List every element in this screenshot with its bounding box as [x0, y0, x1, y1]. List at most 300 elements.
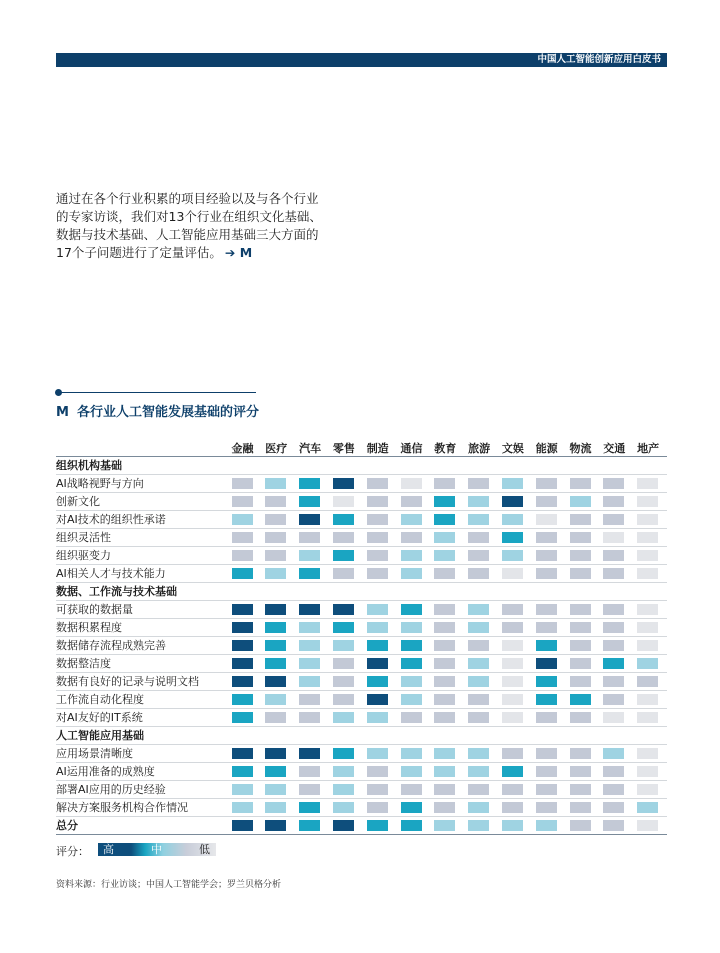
heatmap-cell [367, 478, 388, 489]
heatmap-cell [401, 748, 422, 759]
row-divider [56, 726, 667, 727]
heatmap-cell [468, 676, 489, 687]
heatmap-cell [536, 514, 557, 525]
heatmap-cell [265, 478, 286, 489]
heatmap-cell [265, 622, 286, 633]
heatmap-cell [265, 640, 286, 651]
heatmap-cell [401, 820, 422, 831]
heatmap-cell [603, 514, 624, 525]
heatmap-cell [299, 604, 320, 615]
heatmap-cell [401, 676, 422, 687]
column-header: 旅游 [468, 442, 491, 455]
heatmap-cell [333, 640, 354, 651]
heatmap-cell [468, 604, 489, 615]
heatmap-cell [502, 766, 523, 777]
heatmap-cell [299, 568, 320, 579]
heatmap-cell [536, 496, 557, 507]
heatmap-cell [603, 676, 624, 687]
heatmap-cell [333, 748, 354, 759]
heatmap-cell [536, 784, 557, 795]
heatmap-cell [603, 766, 624, 777]
heatmap-cell [536, 622, 557, 633]
heatmap-cell [502, 550, 523, 561]
row-label: 对AI友好的IT系统 [56, 711, 143, 724]
heatmap-cell [299, 712, 320, 723]
column-header: 金融 [231, 442, 254, 455]
heatmap-cell [232, 694, 253, 705]
heatmap-cell [232, 568, 253, 579]
heatmap-cell [570, 748, 591, 759]
heatmap-cell [401, 532, 422, 543]
heatmap-cell [232, 550, 253, 561]
intro-line-text: 17个子问题进行了定量评估。 [56, 245, 222, 260]
heatmap-cell [468, 784, 489, 795]
heatmap-cell [603, 640, 624, 651]
heatmap-cell [637, 694, 658, 705]
heatmap-cell [502, 748, 523, 759]
heatmap-cell [265, 550, 286, 561]
heatmap-cell [333, 622, 354, 633]
legend-low: 低 [199, 843, 210, 856]
heatmap-cell [603, 604, 624, 615]
heatmap-cell [468, 658, 489, 669]
heatmap-cell [367, 532, 388, 543]
heatmap-cell [232, 748, 253, 759]
heatmap-cell [232, 478, 253, 489]
heatmap-cell [637, 802, 658, 813]
row-label: 工作流自动化程度 [56, 693, 144, 706]
source-note: 资料来源：行业访谈；中国人工智能学会；罗兰贝格分析 [56, 880, 282, 890]
heatmap-cell [265, 676, 286, 687]
row-label: 部署AI应用的历史经验 [56, 783, 166, 796]
heatmap-cell [637, 748, 658, 759]
heatmap-cell [637, 532, 658, 543]
heatmap-cell [232, 604, 253, 615]
row-label: AI运用准备的成熟度 [56, 765, 155, 778]
heatmap-cell [265, 712, 286, 723]
heatmap-cell [265, 532, 286, 543]
heatmap-cell [468, 820, 489, 831]
heatmap-cell [333, 694, 354, 705]
heatmap-cell [502, 784, 523, 795]
intro-line: 的专家访谈，我们对13个行业在组织文化基础、 [56, 209, 322, 224]
heatmap-cell [401, 514, 422, 525]
heatmap-cell [637, 514, 658, 525]
heatmap-cell [637, 496, 658, 507]
intro-line: 数据与技术基础、人工智能应用基础三大方面的 [56, 227, 319, 242]
row-label: 数据储存流程成熟完善 [56, 639, 166, 652]
heatmap-cell [299, 676, 320, 687]
heatmap-cell [570, 784, 591, 795]
heatmap-cell [570, 622, 591, 633]
heatmap-cell [333, 514, 354, 525]
row-divider [56, 474, 667, 475]
heatmap-cell [333, 712, 354, 723]
heatmap-cell [367, 514, 388, 525]
heatmap-cell [232, 802, 253, 813]
heatmap-cell [536, 712, 557, 723]
figure-rule-dot [55, 389, 62, 396]
heatmap-cell [637, 676, 658, 687]
heatmap-cell [265, 766, 286, 777]
total-row-label: 总分 [56, 819, 78, 832]
column-header: 制造 [366, 442, 389, 455]
heatmap-cell [536, 658, 557, 669]
heatmap-cell [232, 766, 253, 777]
heatmap-cell [434, 478, 455, 489]
heatmap-cell [434, 622, 455, 633]
heatmap-cell [434, 658, 455, 669]
heatmap-cell [502, 820, 523, 831]
heatmap-cell [468, 694, 489, 705]
heatmap-cell [299, 802, 320, 813]
heatmap-cell [434, 820, 455, 831]
heatmap-cell [468, 622, 489, 633]
heatmap-cell [434, 694, 455, 705]
heatmap-cell [434, 514, 455, 525]
heatmap-cell [468, 478, 489, 489]
heatmap-cell [232, 658, 253, 669]
heatmap-cell [434, 550, 455, 561]
heatmap-cell [637, 820, 658, 831]
heatmap-cell [468, 550, 489, 561]
heatmap-cell [434, 568, 455, 579]
table-top-rule [56, 456, 667, 457]
heatmap-cell [468, 568, 489, 579]
figure-title-text: 各行业人工智能发展基础的评分 [76, 405, 259, 420]
heatmap-cell [536, 802, 557, 813]
heatmap-cell [502, 694, 523, 705]
heatmap-cell [367, 658, 388, 669]
heatmap-cell [570, 496, 591, 507]
figure-label: M [56, 405, 69, 420]
heatmap-cell [232, 514, 253, 525]
heatmap-cell [434, 640, 455, 651]
heatmap-cell [401, 712, 422, 723]
heatmap-cell [570, 694, 591, 705]
heatmap-cell [603, 478, 624, 489]
heatmap-cell [637, 784, 658, 795]
heatmap-cell [232, 712, 253, 723]
heatmap-cell [367, 496, 388, 507]
heatmap-cell [299, 748, 320, 759]
heatmap-cell [603, 694, 624, 705]
heatmap-cell [603, 496, 624, 507]
heatmap-cell [333, 532, 354, 543]
heatmap-cell [265, 514, 286, 525]
heatmap-cell [603, 658, 624, 669]
heatmap-cell [367, 784, 388, 795]
heatmap-cell [637, 766, 658, 777]
heatmap-cell [536, 478, 557, 489]
heatmap-cell [637, 604, 658, 615]
heatmap-cell [333, 568, 354, 579]
heatmap-cell [570, 766, 591, 777]
heatmap-cell [401, 550, 422, 561]
heatmap-cell [434, 712, 455, 723]
section-heading: 组织机构基础 [56, 459, 122, 472]
heatmap-cell [603, 748, 624, 759]
heatmap-cell [232, 820, 253, 831]
row-label: 对AI技术的组织性承诺 [56, 513, 166, 526]
column-header: 能源 [535, 442, 558, 455]
heatmap-cell [232, 640, 253, 651]
heatmap-cell [502, 712, 523, 723]
row-label: 创新文化 [56, 495, 100, 508]
heatmap-cell [502, 478, 523, 489]
row-label: 可获取的数据量 [56, 603, 133, 616]
heatmap-cell [468, 532, 489, 543]
heatmap-cell [401, 568, 422, 579]
heatmap-cell [299, 478, 320, 489]
heatmap-cell [299, 514, 320, 525]
heatmap-cell [265, 820, 286, 831]
row-divider [56, 834, 667, 835]
figure-title [56, 401, 259, 420]
heatmap-cell [603, 784, 624, 795]
heatmap-cell [468, 802, 489, 813]
column-header: 交通 [603, 442, 626, 455]
row-label: 组织驱变力 [56, 549, 111, 562]
heatmap-cell [536, 676, 557, 687]
heatmap-cell [367, 550, 388, 561]
heatmap-cell [434, 766, 455, 777]
heatmap-cell [468, 712, 489, 723]
heatmap-cell [570, 712, 591, 723]
heatmap-cell [502, 622, 523, 633]
figure-rule [56, 392, 256, 393]
heatmap-cell [232, 496, 253, 507]
heatmap-cell [265, 802, 286, 813]
heatmap-cell [367, 694, 388, 705]
heatmap-cell [401, 478, 422, 489]
heatmap-cell [333, 784, 354, 795]
heatmap-cell [401, 802, 422, 813]
heatmap-cell [502, 676, 523, 687]
section-heading: 人工智能应用基础 [56, 729, 144, 742]
heatmap-cell [333, 676, 354, 687]
heatmap-cell [502, 532, 523, 543]
heatmap-cell [333, 604, 354, 615]
heatmap-cell [232, 622, 253, 633]
heatmap-cell [299, 820, 320, 831]
column-header: 零售 [332, 442, 355, 455]
row-divider [56, 816, 667, 817]
heatmap-cell [536, 748, 557, 759]
heatmap-cell [434, 676, 455, 687]
heatmap-cell [603, 550, 624, 561]
figure-reference-link[interactable]: ➔ M [224, 245, 253, 260]
row-label: AI战略视野与方向 [56, 477, 144, 490]
heatmap-cell [367, 766, 388, 777]
heatmap-cell [265, 658, 286, 669]
heatmap-cell [434, 496, 455, 507]
heatmap-cell [333, 820, 354, 831]
row-divider [56, 744, 667, 745]
heatmap-cell [637, 550, 658, 561]
heatmap-cell [367, 568, 388, 579]
heatmap-cell [570, 604, 591, 615]
heatmap-cell [367, 712, 388, 723]
heatmap-cell [434, 604, 455, 615]
heatmap-cell [401, 658, 422, 669]
heatmap-cell [570, 802, 591, 813]
legend-mid: 中 [151, 843, 162, 856]
intro-line: 通过在各个行业积累的项目经验以及与各个行业 [56, 191, 319, 206]
heatmap-cell [401, 784, 422, 795]
heatmap-cell [536, 604, 557, 615]
heatmap-cell [603, 622, 624, 633]
heatmap-cell [401, 766, 422, 777]
column-header: 汽车 [299, 442, 322, 455]
heatmap-cell [570, 658, 591, 669]
heatmap-cell [265, 694, 286, 705]
heatmap-cell [570, 478, 591, 489]
row-divider [56, 528, 667, 529]
heatmap-cell [468, 766, 489, 777]
heatmap-cell [570, 640, 591, 651]
heatmap-cell [299, 766, 320, 777]
row-divider [56, 690, 667, 691]
column-header: 教育 [434, 442, 457, 455]
heatmap-cell [570, 568, 591, 579]
header-bar [56, 53, 667, 67]
heatmap-cell [367, 748, 388, 759]
heatmap-cell [401, 622, 422, 633]
heatmap-cell [401, 496, 422, 507]
heatmap-cell [265, 568, 286, 579]
row-divider [56, 546, 667, 547]
heatmap-cell [333, 496, 354, 507]
section-heading: 数据、工作流与技术基础 [56, 585, 177, 598]
heatmap-cell [265, 784, 286, 795]
heatmap-cell [299, 550, 320, 561]
row-divider [56, 654, 667, 655]
heatmap-cell [299, 640, 320, 651]
heatmap-cell [502, 514, 523, 525]
heatmap-cell [468, 514, 489, 525]
heatmap-cell [401, 640, 422, 651]
heatmap-cell [468, 640, 489, 651]
heatmap-cell [570, 820, 591, 831]
heatmap-cell [502, 496, 523, 507]
row-label: 解决方案服务机构合作情况 [56, 801, 188, 814]
row-label: 数据有良好的记录与说明文档 [56, 675, 199, 688]
row-divider [56, 492, 667, 493]
heatmap-cell [265, 496, 286, 507]
heatmap-cell [536, 694, 557, 705]
row-divider [56, 618, 667, 619]
heatmap-cell [333, 766, 354, 777]
heatmap-cell [502, 802, 523, 813]
heatmap-cell [333, 550, 354, 561]
heatmap-cell [637, 640, 658, 651]
heatmap-cell [570, 676, 591, 687]
heatmap-cell [603, 820, 624, 831]
column-header: 通信 [400, 442, 423, 455]
heatmap-cell [367, 820, 388, 831]
heatmap-cell [401, 694, 422, 705]
heatmap-cell [536, 820, 557, 831]
intro-line [56, 244, 356, 262]
heatmap-cell [570, 550, 591, 561]
heatmap-cell [637, 568, 658, 579]
row-label: 数据积累程度 [56, 621, 122, 634]
heatmap-cell [299, 496, 320, 507]
heatmap-cell [367, 802, 388, 813]
column-header: 医疗 [265, 442, 288, 455]
heatmap-cell [367, 622, 388, 633]
heatmap-cell [536, 640, 557, 651]
heatmap-cell [603, 802, 624, 813]
heatmap-cell [502, 640, 523, 651]
column-header: 文娱 [501, 442, 524, 455]
heatmap-cell [299, 694, 320, 705]
heatmap-cell [570, 514, 591, 525]
heatmap-cell [333, 658, 354, 669]
heatmap-cell [468, 496, 489, 507]
heatmap-cell [299, 622, 320, 633]
heatmap-cell [536, 550, 557, 561]
heatmap-cell [603, 568, 624, 579]
heatmap-cell [637, 478, 658, 489]
heatmap-cell [367, 640, 388, 651]
heatmap-cell [434, 748, 455, 759]
heatmap-cell [232, 532, 253, 543]
heatmap-cell [232, 784, 253, 795]
heatmap-cell [637, 622, 658, 633]
heatmap-cell [434, 784, 455, 795]
heatmap-cell [536, 532, 557, 543]
heatmap-cell [468, 748, 489, 759]
heatmap-cell [434, 532, 455, 543]
row-label: AI相关人才与技术能力 [56, 567, 166, 580]
heatmap-cell [536, 766, 557, 777]
row-label: 组织灵活性 [56, 531, 111, 544]
heatmap-cell [502, 604, 523, 615]
heatmap-cell [570, 532, 591, 543]
heatmap-cell [367, 676, 388, 687]
legend-label: 评分： [56, 845, 89, 858]
heatmap-cell [502, 658, 523, 669]
heatmap-cell [265, 748, 286, 759]
row-divider [56, 708, 667, 709]
heatmap-cell [232, 676, 253, 687]
heatmap-cell [299, 784, 320, 795]
column-header: 地产 [637, 442, 660, 455]
row-label: 应用场景清晰度 [56, 747, 133, 760]
row-label: 数据整洁度 [56, 657, 111, 670]
heatmap-cell [603, 532, 624, 543]
heatmap-cell [299, 532, 320, 543]
heatmap-cell [637, 712, 658, 723]
heatmap-cell [434, 802, 455, 813]
heatmap-cell [536, 568, 557, 579]
heatmap-cell [265, 604, 286, 615]
legend-high: 高 [103, 843, 114, 856]
heatmap-cell [333, 802, 354, 813]
heatmap-cell [637, 658, 658, 669]
column-header: 物流 [569, 442, 592, 455]
row-divider [56, 600, 667, 601]
heatmap-cell [299, 658, 320, 669]
heatmap-cell [367, 604, 388, 615]
heatmap-cell [603, 712, 624, 723]
intro-paragraph [56, 190, 356, 262]
heatmap-cell [333, 478, 354, 489]
heatmap-cell [502, 568, 523, 579]
heatmap-cell [401, 604, 422, 615]
